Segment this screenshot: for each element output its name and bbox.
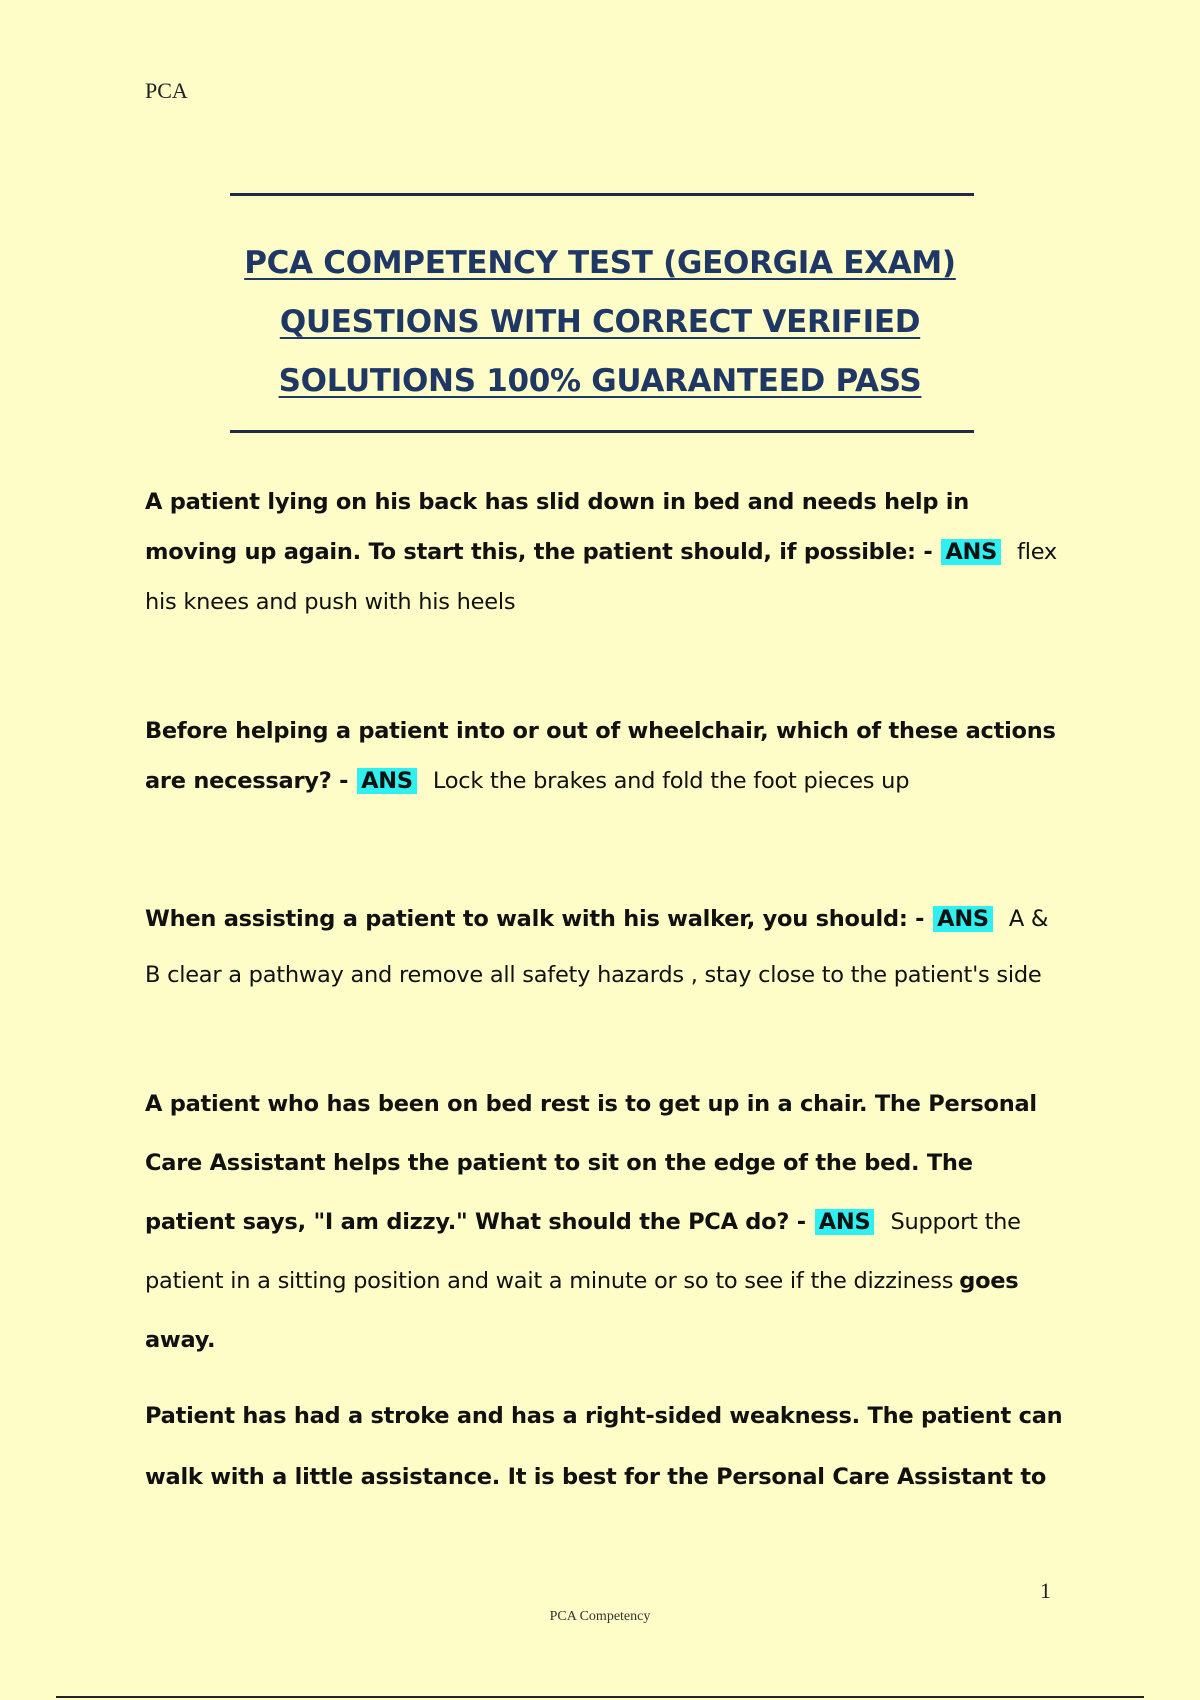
ans-highlight: ANS	[941, 539, 1001, 565]
title-top-rule	[230, 193, 974, 196]
question-text: Before helping a patient into or out of wheelchair, which of these actions are necessary? -	[145, 718, 1056, 794]
answer-text: flex his knees and push with his heels	[145, 539, 1057, 615]
question-text: Patient has had a stroke and has a right-sided weakness. The patient can walk with a little assistance. It is best for the Personal Care Assistant to	[145, 1403, 1063, 1490]
ans-highlight: ANS	[815, 1209, 875, 1235]
question-text: A patient lying on his back has slid down in bed and needs help in moving up again. To start this, the patient should, if possible: -	[145, 489, 970, 565]
title-line: SOLUTIONS 100% GUARANTEED PASS	[278, 363, 922, 399]
qa-item	[145, 1386, 1065, 1508]
footer-rule	[56, 1696, 1144, 1698]
ans-highlight: ANS	[933, 906, 993, 932]
page-header: PCA	[145, 78, 188, 103]
answer-text: Support the patient in a sitting position and wait a minute or so to see if the dizziness	[145, 1209, 1021, 1294]
answer-tail-bold: goes away.	[145, 1268, 1019, 1353]
question-text: When assisting a patient to walk with his walker, you should: -	[145, 906, 925, 932]
ans-highlight: ANS	[357, 768, 417, 794]
qa-item	[145, 706, 1065, 806]
page-footer: PCA Competency	[549, 1609, 651, 1624]
title-line: QUESTIONS WITH CORRECT VERIFIED	[279, 304, 921, 340]
qa-item	[145, 1075, 1065, 1370]
question-text: A patient who has been on bed rest is to get up in a chair. The Personal Care Assistant helps the patient to sit on the edge of the bed. The patient says, "I am dizzy." What should the PCA do? -	[145, 1091, 1037, 1235]
answer-text: Lock the brakes and fold the foot pieces up	[432, 768, 910, 794]
qa-item	[145, 477, 1065, 627]
document-title	[150, 234, 1050, 411]
page-number: 1	[1040, 1578, 1051, 1603]
answer-text: A & B clear a pathway and remove all safety hazards , stay close to the patient's side	[145, 906, 1049, 988]
title-line: PCA COMPETENCY TEST (GEORGIA EXAM)	[244, 245, 956, 281]
qa-item	[145, 891, 1065, 1003]
title-bottom-rule	[230, 430, 974, 433]
